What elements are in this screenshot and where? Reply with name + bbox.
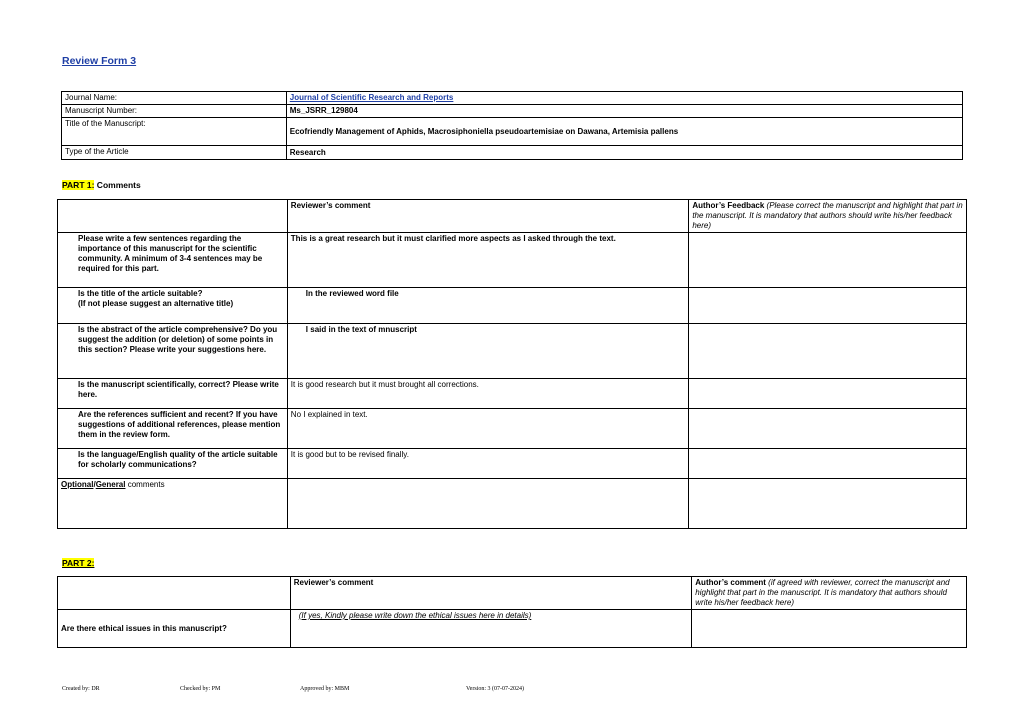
manuscript-title-value: Ecofriendly Management of Aphids, Macrosiphoniella pseudoartemisiae on Dawana, Artemisia pallens [286,118,962,146]
article-type-label: Type of the Article [62,146,287,160]
comment-scientific: It is good research but it must brought all corrections. [287,379,689,409]
part1-tag: PART 1: [62,180,95,190]
footer-created: Created by: DR [62,686,100,692]
comment-importance: This is a great research but it must clarified more aspects as I asked through the text. [287,233,689,288]
optional-general-label [58,479,288,529]
footer-checked: Checked by: PM [180,686,221,692]
comment-references: No I explained in text. [287,409,689,449]
comment-language: It is good but to be revised finally. [287,449,689,479]
author-comment-instructions: (if agreed with reviewer, correct the manuscript and highlight that part in the manuscript. It is mandatory that authors should write his/her feedback here) [695,578,950,607]
ethics-author-comment[interactable] [692,610,967,648]
part2-heading [62,558,94,568]
journal-name-value[interactable]: Journal of Scientific Research and Reports [286,92,962,105]
question-importance: Please write a few sentences regarding the importance of this manuscript for the scientific community. A minimum of 3-4 sentences may be required for this part. [58,233,288,288]
comment-title: In the reviewed word file [287,288,689,324]
ethics-question: Are there ethical issues in this manuscript? [58,610,291,648]
manuscript-title-label: Title of the Manuscript: [62,118,287,146]
part1-author-header [689,200,967,233]
ethics-answer: (If yes, Kindly please write down the ethical issues here in details) [290,610,692,648]
author-feedback-instructions: (Please correct the manuscript and highlight that part in the manuscript. It is mandatory that authors should write his/her feedback here) [692,201,963,230]
part2-ethics-table [57,576,967,648]
feedback-references[interactable] [689,409,967,449]
article-type-value: Research [286,146,962,160]
author-feedback-title: Author’s Feedback [692,201,765,210]
part1-reviewer-header: Reviewer’s comment [287,200,689,233]
part2-tag: PART 2: [62,558,95,568]
part1-heading-text: Comments [94,180,141,190]
journal-name-label: Journal Name: [62,92,287,105]
footer-approved: Approved by: MBM [300,686,350,692]
part2-header-empty [58,577,291,610]
part1-header-empty [58,200,288,233]
question-title [58,288,288,324]
comment-abstract: I said in the text of mnuscript [287,324,689,379]
question-abstract: Is the abstract of the article comprehensive? Do you suggest the addition (or deletion) of some points in this section? Please write your suggestions here. [58,324,288,379]
manuscript-number-label: Manuscript Number: [62,105,287,118]
feedback-language[interactable] [689,449,967,479]
feedback-abstract[interactable] [689,324,967,379]
optional-sep: / [93,480,96,489]
comments-label: comments [125,480,165,489]
feedback-optional[interactable] [689,479,967,529]
part2-author-header [692,577,967,610]
question-scientific: Is the manuscript scientifically, correct? Please write here. [58,379,288,409]
manuscript-info-table [61,91,963,160]
question-references: Are the references sufficient and recent? If you have suggestions of additional references, please mention them in the review form. [58,409,288,449]
part2-reviewer-header: Reviewer’s comment [290,577,692,610]
manuscript-number-value: Ms_JSRR_129804 [286,105,962,118]
form-title: Review Form 3 [62,55,137,67]
footer-version: Version: 3 (07-07-2024) [466,686,524,692]
comment-optional[interactable] [287,479,689,529]
author-comment-title: Author’s comment [695,578,766,587]
feedback-importance[interactable] [689,233,967,288]
feedback-scientific[interactable] [689,379,967,409]
part1-comments-table [57,199,967,529]
feedback-title[interactable] [689,288,967,324]
question-title-line1: Is the title of the article suitable? (If not please suggest an alternative title) [78,289,234,308]
question-language: Is the language/English quality of the article suitable for scholarly communications? [58,449,288,479]
part1-heading [62,180,141,190]
optional-label: Optional [61,480,94,489]
general-label: General [95,480,126,489]
